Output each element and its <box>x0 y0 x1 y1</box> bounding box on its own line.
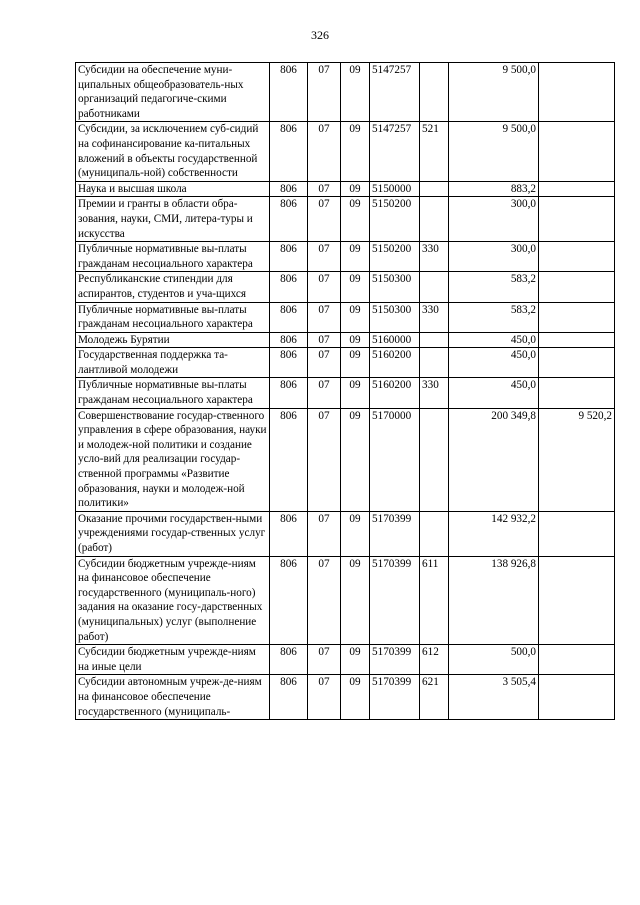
table-row <box>76 122 615 181</box>
amount-cell: 300,0 <box>449 197 539 242</box>
subsection-code-cell: 09 <box>341 302 370 332</box>
amount-cell: 583,2 <box>449 302 539 332</box>
row-name-cell: Субсидии, за исключением суб-сидий на софинансирование ка-питальных вложений в объекты государственной (муниципаль-ной) собственности <box>76 122 270 181</box>
amount-cell: 300,0 <box>449 242 539 272</box>
target-article-cell: 5150200 <box>370 197 420 242</box>
table-row <box>76 645 615 675</box>
amount-cell: 138 926,8 <box>449 556 539 645</box>
amount-extra-cell <box>539 348 615 378</box>
target-article-cell: 5150300 <box>370 302 420 332</box>
ministry-code-cell: 806 <box>270 675 308 720</box>
table-row <box>76 181 615 197</box>
ministry-code-cell: 806 <box>270 378 308 408</box>
table-row <box>76 378 615 408</box>
subsection-code-cell: 09 <box>341 63 370 122</box>
amount-extra-cell <box>539 242 615 272</box>
amount-cell: 500,0 <box>449 645 539 675</box>
amount-cell: 883,2 <box>449 181 539 197</box>
amount-extra-cell <box>539 645 615 675</box>
target-article-cell: 5160000 <box>370 332 420 348</box>
ministry-code-cell: 806 <box>270 122 308 181</box>
expense-type-cell <box>420 181 449 197</box>
amount-cell: 450,0 <box>449 332 539 348</box>
section-code-cell: 07 <box>308 645 341 675</box>
table-row <box>76 63 615 122</box>
ministry-code-cell: 806 <box>270 348 308 378</box>
section-code-cell: 07 <box>308 348 341 378</box>
section-code-cell: 07 <box>308 242 341 272</box>
expense-type-cell: 330 <box>420 302 449 332</box>
amount-extra-cell <box>539 63 615 122</box>
row-name-cell: Государственная поддержка та-лантливой молодежи <box>76 348 270 378</box>
amount-extra-cell <box>539 302 615 332</box>
target-article-cell: 5150000 <box>370 181 420 197</box>
section-code-cell: 07 <box>308 408 341 511</box>
table-row <box>76 556 615 645</box>
subsection-code-cell: 09 <box>341 122 370 181</box>
section-code-cell: 07 <box>308 272 341 302</box>
row-name-cell: Оказание прочими государствен-ными учреждениями государ-ственных услуг (работ) <box>76 511 270 556</box>
section-code-cell: 07 <box>308 556 341 645</box>
amount-cell: 142 932,2 <box>449 511 539 556</box>
expense-type-cell <box>420 511 449 556</box>
subsection-code-cell: 09 <box>341 556 370 645</box>
amount-extra-cell <box>539 556 615 645</box>
section-code-cell: 07 <box>308 122 341 181</box>
row-name-cell: Наука и высшая школа <box>76 181 270 197</box>
table-row <box>76 242 615 272</box>
budget-table <box>75 62 615 720</box>
table-row <box>76 272 615 302</box>
target-article-cell: 5170399 <box>370 645 420 675</box>
subsection-code-cell: 09 <box>341 408 370 511</box>
subsection-code-cell: 09 <box>341 348 370 378</box>
ministry-code-cell: 806 <box>270 272 308 302</box>
amount-extra-cell: 9 520,2 <box>539 408 615 511</box>
ministry-code-cell: 806 <box>270 408 308 511</box>
table-row <box>76 332 615 348</box>
table-row <box>76 408 615 511</box>
table-row <box>76 675 615 720</box>
row-name-cell: Премии и гранты в области обра-зования, науки, СМИ, литера-туры и искусства <box>76 197 270 242</box>
amount-cell: 9 500,0 <box>449 122 539 181</box>
row-name-cell: Публичные нормативные вы-платы гражданам несоциального характера <box>76 242 270 272</box>
expense-type-cell <box>420 63 449 122</box>
amount-extra-cell <box>539 122 615 181</box>
target-article-cell: 5160200 <box>370 378 420 408</box>
table-row <box>76 302 615 332</box>
amount-cell: 583,2 <box>449 272 539 302</box>
expense-type-cell: 621 <box>420 675 449 720</box>
section-code-cell: 07 <box>308 332 341 348</box>
target-article-cell: 5170399 <box>370 511 420 556</box>
ministry-code-cell: 806 <box>270 302 308 332</box>
subsection-code-cell: 09 <box>341 197 370 242</box>
section-code-cell: 07 <box>308 675 341 720</box>
amount-cell: 450,0 <box>449 348 539 378</box>
ministry-code-cell: 806 <box>270 332 308 348</box>
amount-extra-cell <box>539 272 615 302</box>
table-row <box>76 511 615 556</box>
ministry-code-cell: 806 <box>270 197 308 242</box>
expense-type-cell <box>420 408 449 511</box>
row-name-cell: Публичные нормативные вы-платы гражданам несоциального характера <box>76 378 270 408</box>
ministry-code-cell: 806 <box>270 556 308 645</box>
amount-extra-cell <box>539 511 615 556</box>
subsection-code-cell: 09 <box>341 181 370 197</box>
amount-cell: 200 349,8 <box>449 408 539 511</box>
amount-extra-cell <box>539 197 615 242</box>
expense-type-cell <box>420 197 449 242</box>
expense-type-cell: 330 <box>420 378 449 408</box>
section-code-cell: 07 <box>308 63 341 122</box>
expense-type-cell: 612 <box>420 645 449 675</box>
amount-extra-cell <box>539 181 615 197</box>
section-code-cell: 07 <box>308 302 341 332</box>
target-article-cell: 5160200 <box>370 348 420 378</box>
section-code-cell: 07 <box>308 378 341 408</box>
target-article-cell: 5170399 <box>370 556 420 645</box>
target-article-cell: 5150200 <box>370 242 420 272</box>
target-article-cell: 5147257 <box>370 63 420 122</box>
row-name-cell: Публичные нормативные вы-платы гражданам несоциального характера <box>76 302 270 332</box>
target-article-cell: 5150300 <box>370 272 420 302</box>
page-number: 326 <box>311 28 329 42</box>
amount-extra-cell <box>539 675 615 720</box>
table-row <box>76 197 615 242</box>
amount-cell: 450,0 <box>449 378 539 408</box>
target-article-cell: 5147257 <box>370 122 420 181</box>
section-code-cell: 07 <box>308 197 341 242</box>
row-name-cell: Субсидии на обеспечение муни-ципальных общеобразователь-ных организаций педагогиче-скими работниками <box>76 63 270 122</box>
row-name-cell: Молодежь Бурятии <box>76 332 270 348</box>
row-name-cell: Субсидии бюджетным учрежде-ниям на иные цели <box>76 645 270 675</box>
ministry-code-cell: 806 <box>270 645 308 675</box>
ministry-code-cell: 806 <box>270 181 308 197</box>
expense-type-cell: 330 <box>420 242 449 272</box>
amount-cell: 3 505,4 <box>449 675 539 720</box>
section-code-cell: 07 <box>308 181 341 197</box>
row-name-cell: Субсидии бюджетным учрежде-ниям на финансовое обеспечение государственного (муниципаль-ного) задания на оказание госу-дарственных (муниципальных) услуг (выполнение работ) <box>76 556 270 645</box>
subsection-code-cell: 09 <box>341 332 370 348</box>
ministry-code-cell: 806 <box>270 242 308 272</box>
amount-extra-cell <box>539 332 615 348</box>
expense-type-cell <box>420 272 449 302</box>
row-name-cell: Совершенствование государ-ственного управления в сфере образования, науки и молодеж-ной политики и создание усло-вий для реализации государ-ственной программы «Развитие образования, науки и молодеж-ной политики» <box>76 408 270 511</box>
section-code-cell: 07 <box>308 511 341 556</box>
ministry-code-cell: 806 <box>270 511 308 556</box>
table-row <box>76 348 615 378</box>
amount-extra-cell <box>539 378 615 408</box>
expense-type-cell <box>420 348 449 378</box>
expense-type-cell <box>420 332 449 348</box>
row-name-cell: Республиканские стипендии для аспирантов, студентов и уча-щихся <box>76 272 270 302</box>
subsection-code-cell: 09 <box>341 675 370 720</box>
subsection-code-cell: 09 <box>341 645 370 675</box>
subsection-code-cell: 09 <box>341 511 370 556</box>
ministry-code-cell: 806 <box>270 63 308 122</box>
row-name-cell: Субсидии автономным учреж-де-ниям на финансовое обеспечение государственного (муниципаль- <box>76 675 270 720</box>
target-article-cell: 5170399 <box>370 675 420 720</box>
target-article-cell: 5170000 <box>370 408 420 511</box>
expense-type-cell: 521 <box>420 122 449 181</box>
amount-cell: 9 500,0 <box>449 63 539 122</box>
subsection-code-cell: 09 <box>341 242 370 272</box>
subsection-code-cell: 09 <box>341 272 370 302</box>
expense-type-cell: 611 <box>420 556 449 645</box>
subsection-code-cell: 09 <box>341 378 370 408</box>
